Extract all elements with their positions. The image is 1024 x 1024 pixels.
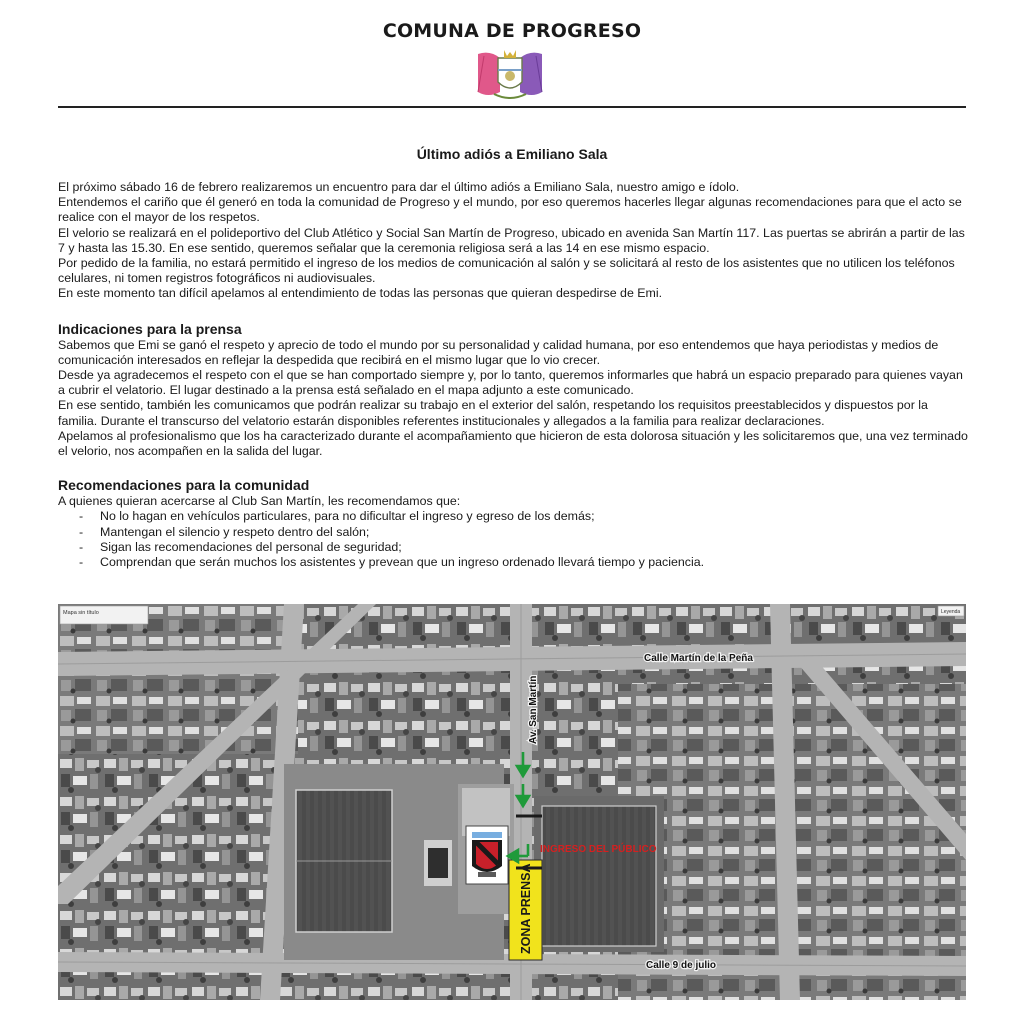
coat-of-arms-logo bbox=[474, 48, 546, 102]
list-item-text: Mantengan el silencio y respeto dentro del salón; bbox=[100, 524, 370, 539]
bullet-dash: - bbox=[79, 555, 84, 570]
street-label-top: Calle Martín de la Peña bbox=[644, 653, 753, 664]
intro-paragraph: Por pedido de la familia, no estará permitido el ingreso de los medios de comunicación al salón y se solicitará al resto de los asistentes que no utilicen los teléfonos celulares, ni tomen registros fotográficos ni audiovisuales. bbox=[58, 256, 955, 286]
list-item bbox=[58, 509, 968, 524]
press-paragraph: En ese sentido, también les comunicamos que podrán realizar su trabajo en el exterior del salón, respetando los requisitos preestablecidos y dispuestos por la familia. Durante el transcurso del velatorio estarán disponibles referentes institucionales y allegados a la familia para realizar declaraciones. bbox=[58, 398, 928, 428]
list-item-text: Sigan las recomendaciones del personal de seguridad; bbox=[100, 539, 402, 554]
document-body bbox=[58, 180, 968, 570]
street-label-avenue: Av. San Martín bbox=[528, 675, 539, 744]
press-zone-label: ZONA PRENSA bbox=[519, 863, 533, 954]
intro-paragraph: Entendemos el cariño que él generó en toda la comunidad de Progreso y el mundo, por eso queremos hacerles llegar algunas recomendaciones para que el acto se realice con el mayor de los respetos. bbox=[58, 195, 962, 225]
intro-paragraph: El velorio se realizará en el polideportivo del Club Atlético y Social San Martín de Progreso, ubicado en avenida San Martín 117. Las puertas se abrirán a partir de las 7 y hasta las 15.30. En ese sentido, queremos señalar que la ceremonia religiosa será a las 14 en ese mismo espacio. bbox=[58, 225, 965, 255]
recommendations-list bbox=[58, 509, 968, 570]
street-label-bottom: Calle 9 de julio bbox=[646, 960, 717, 971]
header-divider bbox=[58, 106, 966, 108]
legend-label: Leyenda bbox=[941, 609, 961, 615]
bullet-dash: - bbox=[79, 524, 84, 539]
aerial-map bbox=[58, 604, 966, 1000]
press-paragraph: Apelamos al profesionalismo que los ha caracterizado durante el acompañamiento que hicieron de esta dolorosa situación y les solicitaremos que, una vez terminado el velorio, nos acompañen en la salida del lugar. bbox=[58, 428, 968, 459]
list-item bbox=[58, 540, 968, 555]
community-heading: Recomendaciones para la comunidad bbox=[58, 477, 310, 494]
list-item bbox=[58, 555, 968, 570]
list-item-text: No lo hagan en vehículos particulares, para no dificultar el ingreso y egreso de los demás; bbox=[100, 509, 595, 524]
list-item-text: Comprendan que serán muchos los asistentes y prevean que un ingreso ordenado llevará tiempo y paciencia. bbox=[100, 555, 705, 570]
public-entrance-label: INGRESO DEL PÚBLICO bbox=[540, 844, 657, 855]
page-title: COMUNA DE PROGRESO bbox=[382, 20, 642, 42]
intro-paragraph: En este momento tan difícil apelamos al entendimiento de todas las personas que quieran despedirse de Emi. bbox=[58, 286, 663, 301]
press-heading: Indicaciones para la prensa bbox=[58, 320, 242, 337]
document-title: Último adiós a Emiliano Sala bbox=[416, 146, 608, 162]
press-paragraph: Sabemos que Emi se ganó el respeto y aprecio de todo el mundo por su personalidad y calidad humana, por eso entendemos que haya periodistas y medios de comunicación interesados en reflejar la despedida que recibirá en el mismo lugar que lo vio crecer. bbox=[58, 337, 939, 367]
bullet-dash: - bbox=[79, 539, 84, 554]
club-crest-icon bbox=[466, 826, 508, 884]
map-title-label: Mapa sin título bbox=[63, 610, 99, 616]
intro-paragraph: El próximo sábado 16 de febrero realizaremos un encuentro para dar el último adiós a Emiliano Sala, nuestro amigo e ídolo. bbox=[58, 180, 740, 194]
bullet-dash: - bbox=[79, 509, 84, 524]
press-paragraph: Desde ya agradecemos el respeto con el que se han comportado siempre y, por lo tanto, queremos informarles que habrá un espacio preparado para quienes vayan a cubrir el velatorio. El lugar destinado a la prensa está señalado en el mapa adjunto a este comunicado. bbox=[58, 368, 963, 398]
list-item bbox=[58, 525, 968, 540]
community-intro: A quienes quieran acercarse al Club San Martín, les recomendamos que: bbox=[58, 494, 461, 509]
